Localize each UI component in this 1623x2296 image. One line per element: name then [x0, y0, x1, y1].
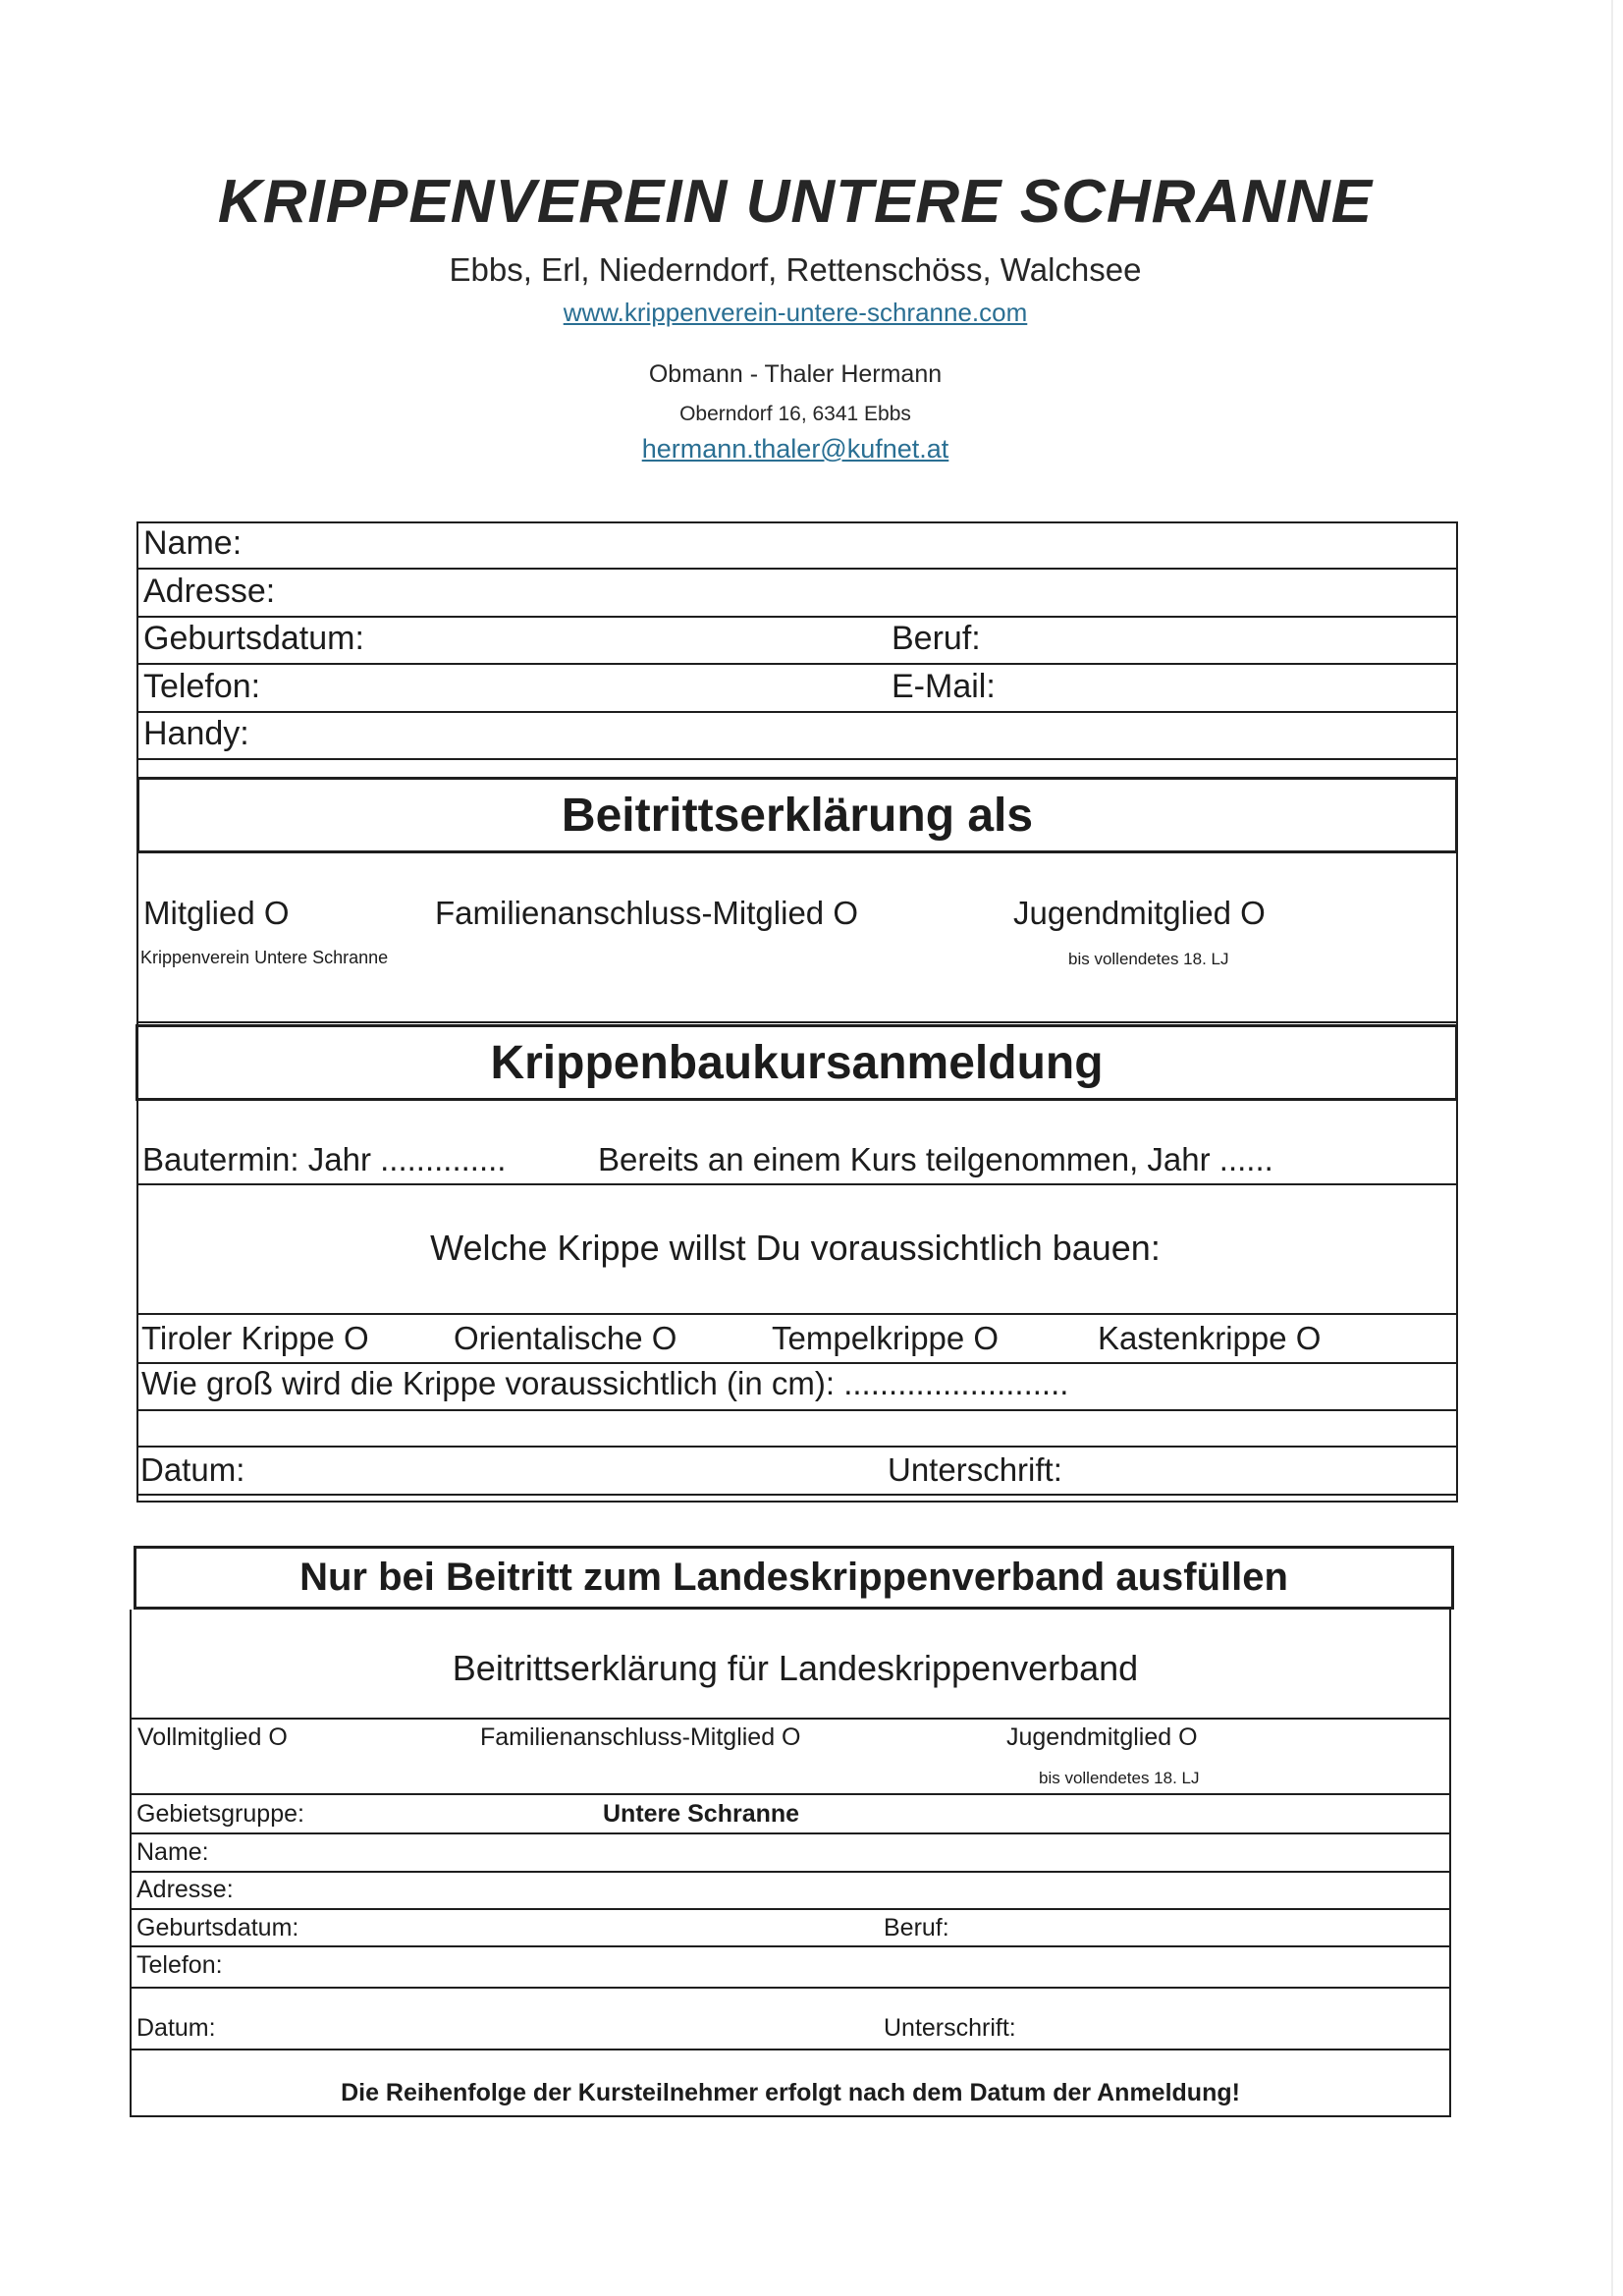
birthdate-field-label: Geburtsdatum: [143, 620, 364, 657]
row-divider [136, 663, 1458, 665]
profession-field-label: Beruf: [892, 620, 981, 657]
mobile-field-label: Handy: [143, 715, 249, 752]
youth-member-option[interactable]: Jugendmitglied O [1013, 895, 1266, 931]
phone-field-label: Telefon: [143, 668, 261, 705]
state-signature-label: Unterschrift: [884, 2014, 1016, 2042]
chairman-address: Oberndorf 16, 6341 Ebbs [679, 403, 911, 425]
state-name-label: Name: [136, 1838, 209, 1866]
row-divider [130, 1987, 1451, 1989]
region-group-value: Untere Schranne [603, 1800, 800, 1828]
website-link[interactable]: www.krippenverein-untere-schranne.com [563, 298, 1028, 327]
club-title: KRIPPENVEREIN UNTERE SCHRANNE [217, 168, 1374, 236]
member-note: Krippenverein Untere Schranne [140, 948, 389, 967]
row-divider [130, 1832, 1451, 1834]
state-profession-label: Beruf: [884, 1914, 949, 1941]
row-divider [136, 1494, 1458, 1496]
course-heading: Krippenbaukursanmeldung [135, 1024, 1458, 1101]
state-date-label: Datum: [136, 2014, 216, 2042]
state-declaration-title: Beitrittserklärung für Landeskrippenverband [452, 1648, 1139, 1688]
state-youth-option[interactable]: Jugendmitglied O [1006, 1723, 1198, 1751]
state-address-label: Adresse: [136, 1876, 234, 1903]
row-divider [130, 1871, 1451, 1873]
state-phone-label: Telefon: [136, 1951, 223, 1979]
region-group-label: Gebietsgruppe: [136, 1800, 304, 1828]
date-field-label: Datum: [140, 1451, 245, 1488]
row-divider [136, 1021, 1458, 1023]
row-divider [136, 568, 1458, 570]
row-divider [136, 1183, 1458, 1185]
crib-type-option[interactable]: Kastenkrippe O [1098, 1320, 1322, 1356]
row-divider [136, 1362, 1458, 1364]
email-field-label: E-Mail: [892, 668, 996, 705]
membership-heading: Beitrittserklärung als [136, 777, 1458, 853]
full-member-option[interactable]: Vollmitglied O [137, 1723, 288, 1751]
row-divider [136, 758, 1458, 760]
crib-size-field: Wie groß wird die Krippe voraussichtlich (in cm): ......................... [141, 1365, 1069, 1401]
crib-type-option[interactable]: Tempelkrippe O [772, 1320, 1000, 1356]
crib-type-option[interactable]: Tiroler Krippe O [141, 1320, 369, 1356]
row-divider [130, 1945, 1451, 1947]
row-divider [136, 711, 1458, 713]
row-divider [130, 1793, 1451, 1795]
email-link[interactable]: hermann.thaler@kufnet.at [641, 434, 949, 464]
youth-member-note: bis vollendetes 18. LJ [1068, 950, 1229, 968]
row-divider [130, 1908, 1451, 1910]
row-divider [136, 616, 1458, 618]
build-date-field: Bautermin: Jahr .............. [142, 1141, 507, 1177]
row-divider [136, 1409, 1458, 1411]
row-divider [130, 1718, 1451, 1720]
previous-course-field: Bereits an einem Kurs teilgenommen, Jahr ...... [598, 1141, 1273, 1177]
registration-order-note: Die Reihenfolge der Kursteilnehmer erfolgt nach dem Datum der Anmeldung! [341, 2079, 1240, 2106]
name-field-label: Name: [143, 524, 243, 562]
state-association-heading: Nur bei Beitritt zum Landeskrippenverband ausfüllen [134, 1546, 1454, 1610]
row-divider [130, 2049, 1451, 2050]
state-birthdate-label: Geburtsdatum: [136, 1914, 299, 1941]
page-edge-line [1611, 0, 1613, 2296]
signature-field-label: Unterschrift: [888, 1451, 1062, 1488]
crib-type-option[interactable]: Orientalische O [454, 1320, 677, 1356]
family-member-option[interactable]: Familienanschluss-Mitglied O [435, 895, 858, 931]
row-divider [136, 1446, 1458, 1448]
address-field-label: Adresse: [143, 573, 276, 610]
state-family-option[interactable]: Familienanschluss-Mitglied O [480, 1723, 801, 1751]
member-option[interactable]: Mitglied O [143, 895, 290, 931]
state-youth-note: bis vollendetes 18. LJ [1039, 1769, 1200, 1787]
crib-question: Welche Krippe willst Du voraussichtlich bauen: [430, 1228, 1161, 1268]
row-divider [136, 1313, 1458, 1315]
chairman: Obmann - Thaler Hermann [648, 360, 943, 388]
club-towns: Ebbs, Erl, Niederndorf, Rettenschöss, Walchsee [449, 251, 1142, 288]
